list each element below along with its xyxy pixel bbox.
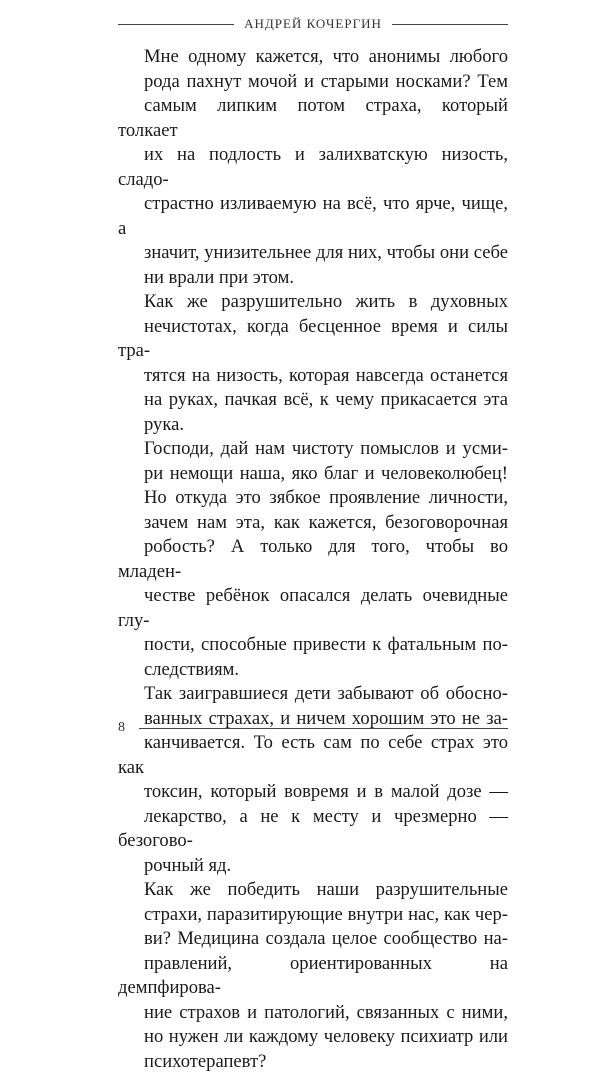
header-rule-left [118,24,234,25]
text-line: Как же разрушительно жить в духовных [118,290,508,315]
text-line: Как же победить наши разрушительные [118,878,508,903]
text-line: самым липким потом страха, который толкает [118,94,508,143]
text-line: страстно изливаемую на всё, что ярче, чище, а [118,192,508,241]
header-rule-right [392,24,508,25]
text-line: нечистотах, когда бесценное время и силы тра- [118,315,508,364]
text-line: токсин, который вовремя и в малой дозе — [118,780,508,805]
text-line: Но откуда это зябкое проявление личности, [118,486,508,511]
text-line: страхи, паразитирующие внутри нас, как чер- [118,903,508,928]
text-line: но нужен ли каждому человеку психиатр или [118,1025,508,1050]
paragraph-4 [118,682,508,878]
text-line: психотерапевт? [118,1050,508,1074]
text-line: тятся на низость, которая навсегда останется [118,364,508,389]
text-line: их на подлость и залихватскую низость, сладо- [118,143,508,192]
text-line: ванных страхах, и ничем хорошим это не за- [118,707,508,732]
text-line: правлений, ориентированных на демпфирова- [118,952,508,1001]
text-line: ри немощи наша, яко благ и человеколюбец! [118,462,508,487]
running-header [118,14,508,34]
text-line: пости, способные привести к фатальным по- [118,633,508,658]
body-text [118,45,508,1074]
text-line: канчивается. То есть сам по себе страх это как [118,731,508,780]
text-line: зачем нам эта, как кажется, безоговорочная [118,511,508,536]
text-line: значит, унизительнее для них, чтобы они себе [118,241,508,266]
text-line: ние страхов и патологий, связанных с ними, [118,1001,508,1026]
paragraph-3 [118,437,508,682]
paragraph-2 [118,290,508,437]
text-line: ви? Медицина создала целое сообщество на- [118,927,508,952]
text-line: рода пахнут мочой и старыми носками? Тем [118,70,508,95]
text-line: на руках, пачкая всё, к чему прикасается эта [118,388,508,413]
text-line: рочный яд. [118,854,508,879]
footer-rule [139,728,508,729]
text-line: Так заигравшиеся дети забывают об обосно- [118,682,508,707]
text-line: честве ребёнок опасался делать очевидные глу- [118,584,508,633]
text-line: Господи, дай нам чистоту помыслов и усми- [118,437,508,462]
text-line: робость? А только для того, чтобы во младен- [118,535,508,584]
text-line: ни врали при этом. [118,266,508,291]
text-line: следствиям. [118,658,508,683]
text-line: Мне одному кажется, что анонимы любого [118,45,508,70]
page-footer [118,718,508,738]
paragraph-1 [118,45,508,290]
page-number: 8 [118,720,139,736]
text-line: лекарство, а не к месту и чрезмерно — безогово- [118,805,508,854]
text-line: рука. [118,413,508,438]
running-title: АНДРЕЙ КОЧЕРГИН [234,16,392,32]
paragraph-5 [118,878,508,1074]
